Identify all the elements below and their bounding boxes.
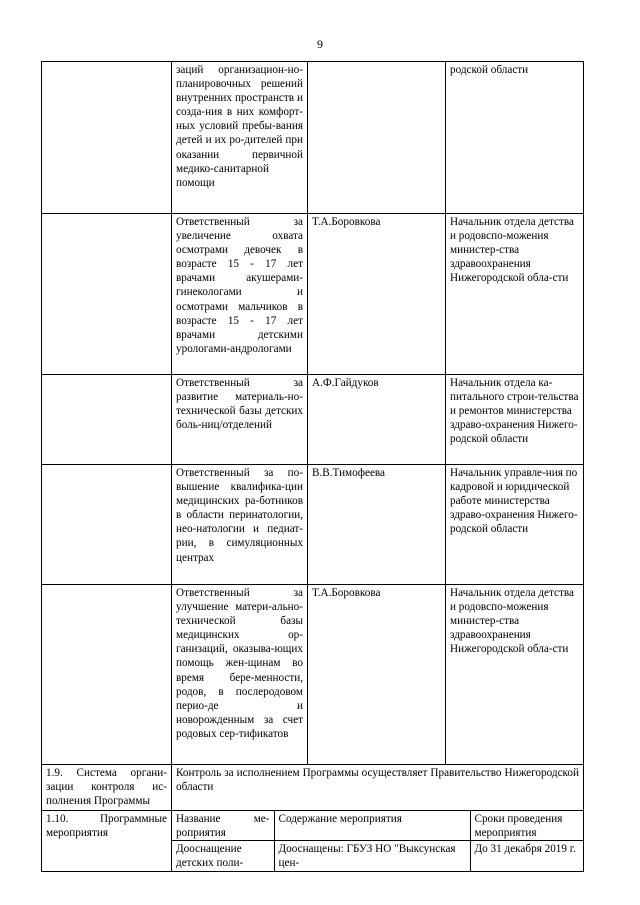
- event-deadline: До 31 декабря 2019 г.: [470, 841, 584, 871]
- responsible-duty: Ответственный за увеличение охвата осмотрами девочек в возрасте 15 - 17 лет врачами акушерами-гинекологами и осмотрами мальчиков в возрасте 15 - 17 лет врачами детскими урологами-андрологами: [172, 214, 308, 375]
- responsible-row: [42, 214, 584, 375]
- responsible-duty: Ответственный за улучшение матери-ально-технической базы медицинских ор-ганизаций, оказыва-ющих помощь жен-щинам во время бере-менности, родов, в послеродовом перио-де и новорожденным за счет родовых сер-тификатов: [172, 585, 308, 765]
- program-events-cell: [172, 811, 584, 872]
- responsible-duty: Ответственный за развитие материаль-но-технической базы детских боль-ниц/отделений: [172, 375, 308, 465]
- responsible-row: [42, 465, 584, 585]
- page-number: 9: [317, 37, 323, 51]
- program-event-row: [172, 841, 584, 871]
- control-system-text: Контроль за исполнением Программы осуществляет Правительство Нижегородской области: [172, 765, 584, 811]
- responsible-person: Т.А.Боровкова: [308, 214, 446, 375]
- responsible-position: Начальник управле-ния по кадровой и юридической работе министерства здраво-охранения Нижего-родской области: [446, 465, 584, 585]
- responsible-duty: заций организацион-но-планировочных решений внутренних пространств и созда-ния в них комфорт-ных условий пребы-вания детей и их ро-дителей при оказании первичной медико-санитарной помощи: [172, 62, 308, 214]
- header-event-deadline: Сроки проведения мероприятия: [474, 813, 563, 840]
- control-system-label: 1.9. Система органи-зации контроля ис-полнения Программы: [42, 765, 172, 811]
- program-table: [41, 61, 584, 872]
- section-label-cell: [42, 465, 172, 585]
- program-events-table: [172, 811, 584, 871]
- responsible-person: В.В.Тимофеева: [308, 465, 446, 585]
- section-label-cell: [42, 62, 172, 214]
- responsible-row: [42, 375, 584, 465]
- control-system-row: [42, 765, 584, 811]
- header-event-name: Название ме-роприятия: [172, 811, 274, 841]
- section-label-cell: [42, 375, 172, 465]
- document-table-wrapper: [41, 61, 583, 872]
- responsible-person: Т.А.Боровкова: [308, 585, 446, 765]
- responsible-person: А.Ф.Гайдуков: [308, 375, 446, 465]
- program-events-label: 1.10. Программные мероприятия: [42, 811, 172, 872]
- responsible-duty: Ответственный за по-вышение квалифика-ции медицинских ра-ботников в области перинатологии, нео-натологии и педиат-рии, в симуляционных центрах: [172, 465, 308, 585]
- section-label-cell: [42, 585, 172, 765]
- responsible-person: [308, 62, 446, 214]
- program-events-row: [42, 811, 584, 872]
- event-content: Дооснащены: ГБУЗ НО "Выксунская цен-: [274, 841, 470, 871]
- header-event-content: Содержание мероприятия: [274, 811, 470, 841]
- section-label-cell: [42, 214, 172, 375]
- responsible-position: Начальник отдела детства и родовспо-можения министер-ства здравоохранения Нижегородской обла-сти: [446, 585, 584, 765]
- event-name: Дооснащение детских поли-: [172, 841, 274, 871]
- responsible-position: родской области: [446, 62, 584, 214]
- responsible-position: Начальник отдела ка-питального строи-тельства и ремонтов министерства здраво-охранения Нижего-родской области: [446, 375, 584, 465]
- responsible-row: [42, 585, 584, 765]
- program-events-header-row: [172, 811, 584, 841]
- responsible-position: Начальник отдела детства и родовспо-можения министер-ства здравоохранения Нижегородской обла-сти: [446, 214, 584, 375]
- responsible-row: [42, 62, 584, 214]
